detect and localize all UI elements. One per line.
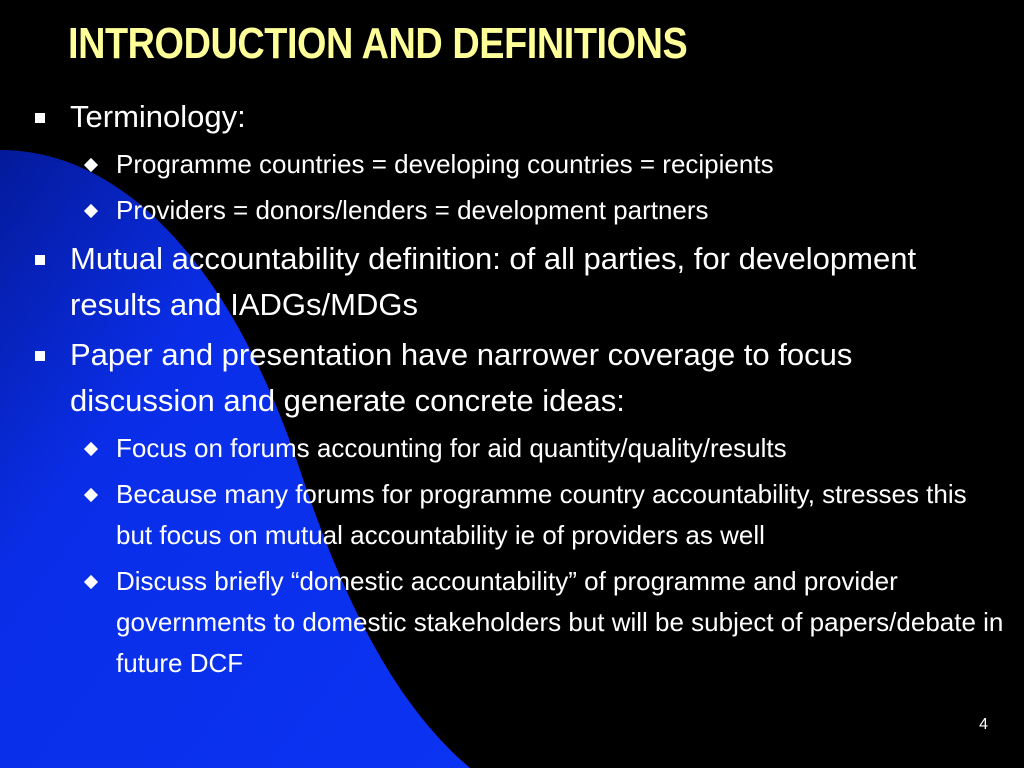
sub-bullet-item-programme-countries: [0, 144, 1024, 185]
sub-bullet-text: Providers = donors/lenders = development partners: [116, 195, 709, 225]
sub-bullet-text: Focus on forums accounting for aid quantity/quality/results: [116, 433, 787, 463]
bullet-item-terminology: [0, 94, 1024, 140]
bullet-text: Mutual accountability definition: of all parties, for development results and IADGs/MDGs: [70, 241, 917, 322]
sub-bullet-item-because-many-forums: [0, 474, 1024, 556]
diamond-bullet-icon: [84, 488, 98, 502]
bullet-list: [0, 94, 1024, 689]
square-bullet-icon: [35, 351, 45, 361]
slide-title: INTRODUCTION AND DEFINITIONS: [68, 19, 688, 68]
bullet-item-mutual-accountability: [0, 236, 1024, 328]
diamond-bullet-icon: [84, 575, 98, 589]
diamond-bullet-icon: [84, 158, 98, 172]
square-bullet-icon: [35, 113, 45, 123]
sub-bullet-text: Programme countries = developing countries = recipients: [116, 149, 774, 179]
bullet-text: Terminology:: [70, 99, 246, 134]
square-bullet-icon: [35, 255, 45, 265]
bullet-text: Paper and presentation have narrower coverage to focus discussion and generate concrete ideas:: [70, 337, 853, 418]
sub-bullet-text: Because many forums for programme country accountability, stresses this but focus on mutual accountability ie of providers as well: [116, 479, 967, 550]
sub-bullet-item-domestic-accountability: [0, 561, 1024, 684]
sub-bullet-item-focus-on-forums: [0, 428, 1024, 469]
diamond-bullet-icon: [84, 442, 98, 456]
sub-bullet-text: Discuss briefly “domestic accountability” of programme and provider governments to domestic stakeholders but will be subject of papers/debate in future DCF: [116, 566, 1004, 678]
bullet-item-paper-and-presentation: [0, 332, 1024, 424]
sub-bullet-item-providers: [0, 190, 1024, 231]
diamond-bullet-icon: [84, 204, 98, 218]
page-number: 4: [979, 716, 988, 733]
